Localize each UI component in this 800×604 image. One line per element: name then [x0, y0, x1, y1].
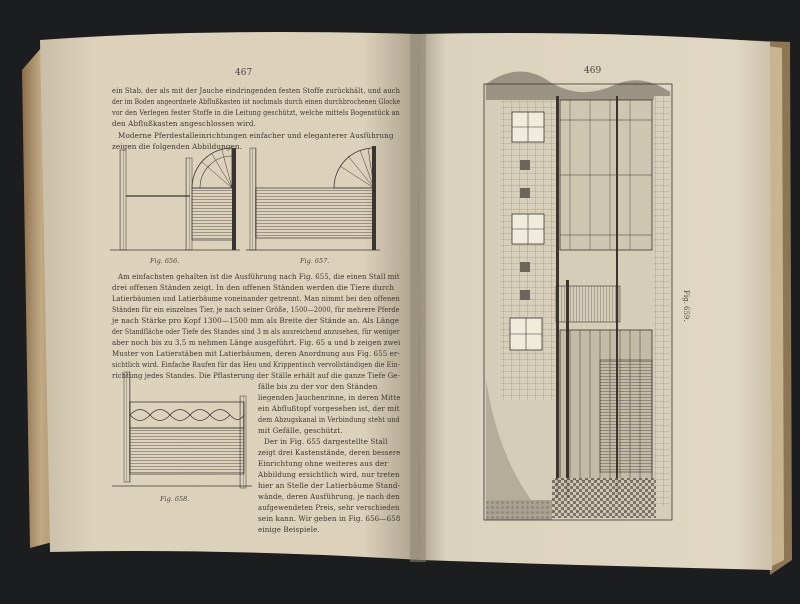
- body-line: sichtlich wird. Einfache Raufen für das Heu und Krippentisch vervollständigen die Ein-: [112, 360, 400, 369]
- wrap-line: Der in Fig. 655 dargestellte Stall: [264, 437, 388, 446]
- body-line: der Standfläche oder Tiefe des Standes sind 3 m als ausreichend anzusehen, für weniger: [112, 327, 400, 336]
- wrap-line: einige Beispiele.: [258, 525, 320, 534]
- body-line: Am einfachsten gehalten ist die Ausführung nach Fig. 655, die einen Stall mit: [118, 272, 400, 281]
- wrap-line: wände, deren Ausführung, je nach den: [258, 492, 400, 501]
- intro-line: ein Stab, der als mit der Jauche eindringenden festen Stoffe zurückhält, und auch: [112, 86, 401, 95]
- left-page-number: 467: [235, 68, 253, 78]
- body-line: richtung jedes Standes. Die Pflasterung der Ställe erhält auf die ganze Tiefe Ge-: [112, 371, 400, 380]
- wrap-line: mit Gefälle, geschützt.: [258, 426, 343, 435]
- wrap-line: liegenden Jauchenrinne, in deren Mitte: [258, 393, 401, 402]
- fig-659-caption: Fig. 659.: [682, 290, 690, 322]
- wrap-line: Einrichtung ohne weiteres aus der: [258, 459, 388, 468]
- body-line: je nach Stärke pro Kopf 1300—1500 mm als Breite der Stände an. Als Länge: [112, 316, 400, 325]
- wrap-line: aufgewendeten Preis, sehr verschieden: [258, 503, 400, 512]
- intro-line: der im Boden angeordnete Abflußkasten ist nochmals durch einen durchbrochenen Glocke: [112, 97, 401, 106]
- section-line: Moderne Pferdestalleinrichtungen einfacher und eleganterer Ausführung: [118, 131, 394, 140]
- wrap-line: ein Abflußtopf vorgesehen ist, der mit: [258, 404, 400, 413]
- fig-658-caption: Fig. 658.: [160, 495, 190, 503]
- fig-656-caption: Fig. 656.: [150, 257, 180, 265]
- body-line: Ständen für ein einzelnes Tier, je nach seiner Größe, 1500—2000, für mehrere Pferde: [112, 305, 400, 314]
- body-line: drei offenen Ständen zeigt. In den offenen Ständen werden die Tiere durch: [112, 283, 395, 292]
- fig-659-engraving: [484, 71, 672, 520]
- wrap-line: hier an Stelle der Latierbäume Stand-: [258, 481, 401, 490]
- wrap-line: dem Abzugskanal in Verbindung steht und: [258, 415, 400, 424]
- body-line: Latierbäumen und Latierbäume voneinander getrennt. Man nimmt bei den offenen: [112, 294, 400, 303]
- wrap-line: Abbildung ersichtlich wird, nur treten: [258, 470, 400, 479]
- body-line: aber noch bis zu 3,5 m nehmen Länge ausgeführt. Fig. 65 a und b zeigen zwei: [112, 338, 401, 347]
- fig-657-caption: Fig. 657.: [300, 257, 330, 265]
- wrap-line: sein kann. Wir geben in Fig. 656—658: [258, 514, 401, 523]
- body-line: Muster von Latierstäben mit Latierbäumen, deren Anordnung aus Fig. 655 er-: [112, 349, 400, 358]
- intro-line: vor den Verlegen fester Stoffe in die Leitung geschützt, welche mittels Bogenstück an: [112, 108, 400, 117]
- section-line: zeigen die folgenden Abbildungen.: [112, 142, 243, 151]
- wrap-line: zeigt drei Kastenstände, deren bessere: [258, 448, 401, 457]
- wrap-line: fälle bis zu der vor den Ständen: [258, 382, 378, 391]
- right-page-number: 469: [584, 66, 602, 76]
- intro-line: den Abflußkasten angeschlossen wird.: [112, 119, 256, 128]
